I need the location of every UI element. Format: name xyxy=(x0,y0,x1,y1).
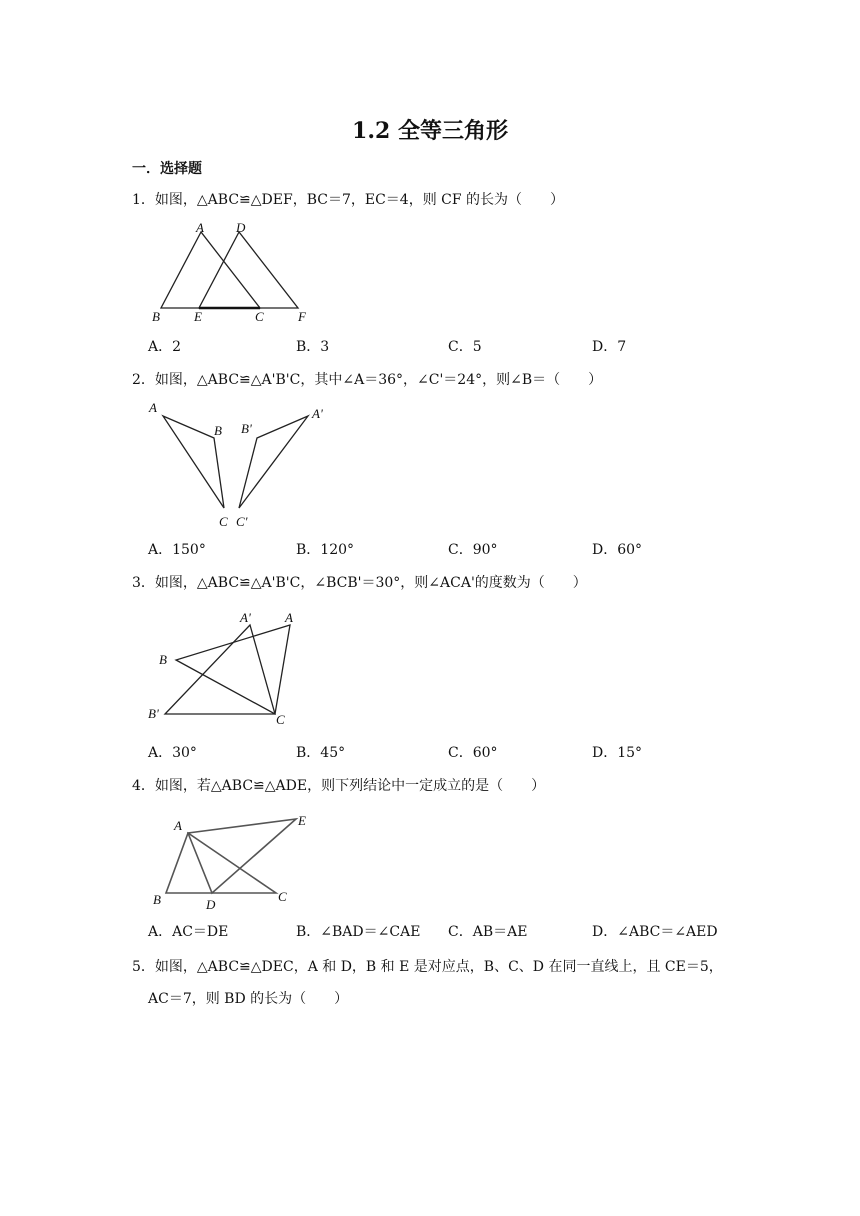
question-2-option-b[interactable]: B．120° xyxy=(296,542,355,558)
question-3-option-d[interactable]: D．15° xyxy=(592,745,643,761)
triangle-ade xyxy=(188,819,296,893)
question-1-option-a[interactable]: A．2 xyxy=(148,339,182,355)
triangle-abc xyxy=(161,232,260,308)
point-label-c: C xyxy=(219,514,228,529)
question-3-stem: 3．如图，△ABC≌△A'B'C，∠BCB'＝30°，则∠ACA'的度数为（ ） xyxy=(132,575,587,591)
point-label-e: E xyxy=(194,309,202,324)
triangle-abc xyxy=(176,625,290,714)
question-3-option-c[interactable]: C．60° xyxy=(448,745,498,761)
point-label-f: F xyxy=(298,309,306,324)
point-label-c: C xyxy=(255,309,264,324)
question-1-option-d[interactable]: D．7 xyxy=(592,339,627,355)
point-label-a: A xyxy=(285,610,293,625)
point-label-a: A xyxy=(196,220,204,235)
point-label-b-prime: B' xyxy=(148,706,159,721)
point-label-c-prime: C' xyxy=(236,514,248,529)
question-3-option-b[interactable]: B．45° xyxy=(296,745,346,761)
question-1-figure xyxy=(140,220,320,330)
point-label-a: A xyxy=(149,400,157,415)
point-label-c: C xyxy=(278,889,287,904)
point-label-b: B xyxy=(159,652,167,667)
question-4-option-a[interactable]: A．AC＝DE xyxy=(148,924,229,940)
question-2-stem: 2．如图，△ABC≌△A'B'C，其中∠A＝36°，∠C'＝24°，则∠B＝（ ） xyxy=(132,372,603,388)
question-2-option-a[interactable]: A．150° xyxy=(148,542,206,558)
question-2-option-d[interactable]: D．60° xyxy=(592,542,643,558)
point-label-a-prime: A' xyxy=(240,610,251,625)
question-5-stem-line-2: AC＝7，则 BD 的长为（ ） xyxy=(148,991,349,1007)
page-title: 1.2 全等三角形 xyxy=(352,118,508,144)
question-1-option-b[interactable]: B．3 xyxy=(296,339,330,355)
question-3-option-a[interactable]: A．30° xyxy=(148,745,197,761)
question-3-figure xyxy=(140,600,320,730)
question-4-option-b[interactable]: B．∠BAD＝∠CAE xyxy=(296,924,421,940)
point-label-d: D xyxy=(206,897,216,912)
question-4-option-d[interactable]: D．∠ABC＝∠AED xyxy=(592,924,718,940)
point-label-c: C xyxy=(276,712,285,727)
question-5-stem-line-1: 5．如图，△ABC≌△DEC，A 和 D，B 和 E 是对应点，B、C、D 在同一直线上，且 CE＝5， xyxy=(132,959,723,975)
point-label-b: B xyxy=(152,309,160,324)
point-label-d: D xyxy=(236,220,246,235)
point-label-b: B xyxy=(214,423,222,438)
question-4-stem: 4．如图，若△ABC≌△ADE，则下列结论中一定成立的是（ ） xyxy=(132,778,546,794)
question-4-option-c[interactable]: C．AB＝AE xyxy=(448,924,528,940)
question-2-figure xyxy=(140,398,340,538)
point-label-a-prime: A' xyxy=(312,406,323,421)
point-label-b-prime: B' xyxy=(241,421,252,436)
point-label-a: A xyxy=(174,818,182,833)
point-label-e: E xyxy=(298,813,306,828)
triangle-abc xyxy=(166,833,276,893)
question-4-figure xyxy=(140,806,330,916)
point-label-b: B xyxy=(153,892,161,907)
question-1-stem: 1．如图，△ABC≌△DEF，BC＝7，EC＝4，则 CF 的长为（ ） xyxy=(132,192,565,208)
triangle-def xyxy=(199,232,298,308)
section-heading: 一．选择题 xyxy=(132,161,202,177)
question-1-option-c[interactable]: C．5 xyxy=(448,339,482,355)
question-2-option-c[interactable]: C．90° xyxy=(448,542,498,558)
triangle-a-prime-b-prime-c xyxy=(165,625,275,714)
